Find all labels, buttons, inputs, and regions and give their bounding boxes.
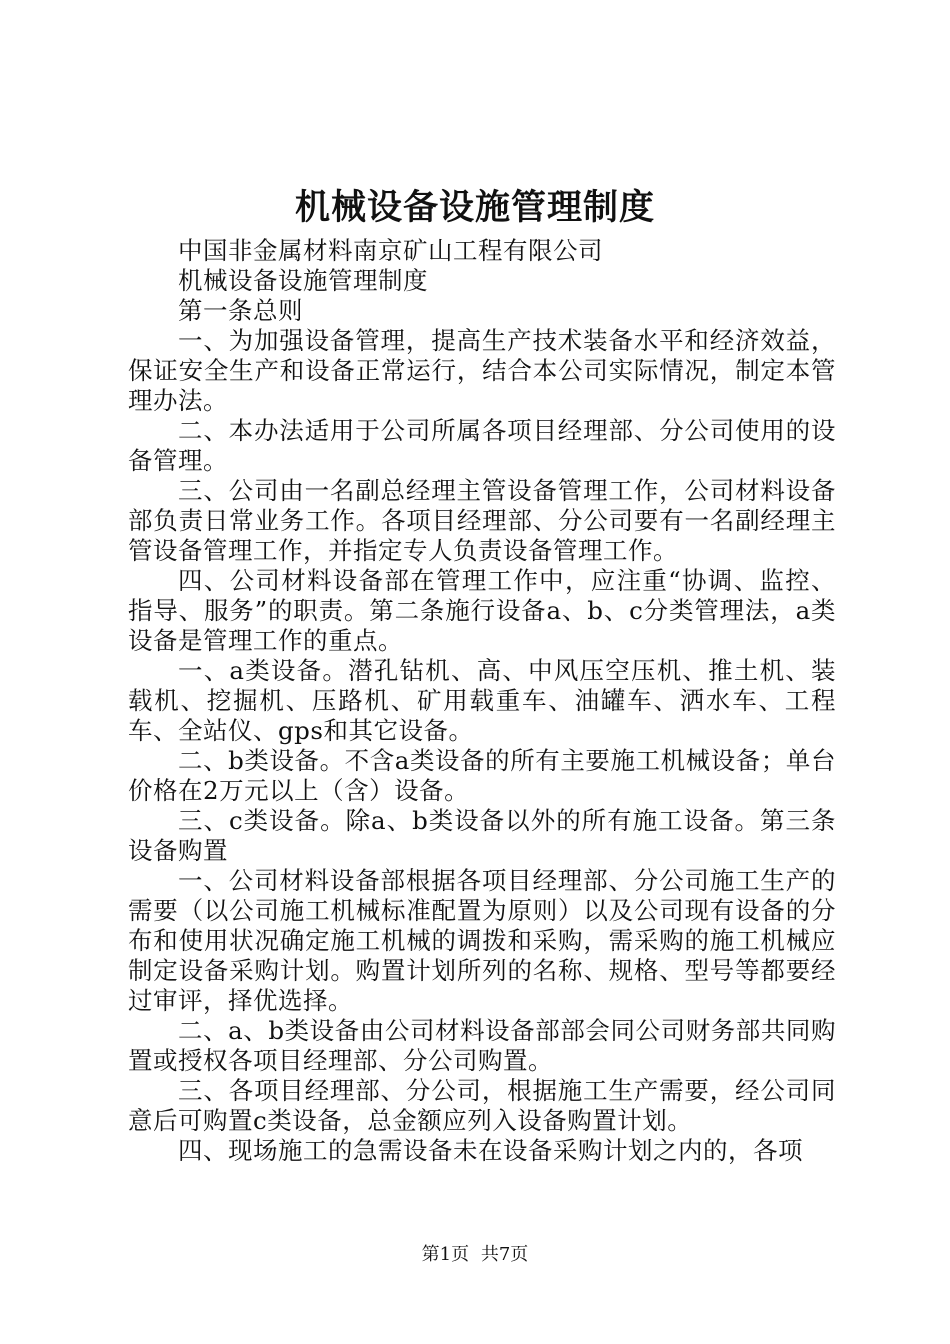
paragraph: 一、为加强设备管理，提高生产技术装备水平和经济效益，保证安全生产和设备正常运行，结合本公司实际情况，制定本管理办法。: [128, 326, 836, 415]
page-footer: [0, 1243, 950, 1267]
document-title: 机械设备设施管理制度: [294, 187, 655, 228]
page-number: 第1页: [421, 1244, 470, 1265]
paragraph: 四、公司材料设备部在管理工作中，应注重“协调、监控、指导、服务”的职责。第二条施行设备a、b、c分类管理法，a类设备是管理工作的重点。: [128, 566, 836, 655]
paragraph-article-1-heading: 第一条总则: [178, 296, 303, 325]
paragraph: 一、公司材料设备部根据各项目经理部、分公司施工生产的需要（以公司施工机械标准配置为原则）以及公司现有设备的分布和使用状况确定施工机械的调拨和采购，需采购的施工机械应制定设备采购计划。购置计划所列的名称、规格、型号等都要经过审评，择优选择。: [128, 866, 836, 1015]
paragraph: 二、本办法适用于公司所属各项目经理部、分公司使用的设备管理。: [128, 416, 836, 475]
paragraph-subtitle: 机械设备设施管理制度: [178, 266, 428, 295]
paragraph: 一、a类设备。潜孔钻机、高、中风压空压机、推土机、装载机、挖掘机、压路机、矿用载重车、油罐车、洒水车、工程车、全站仪、gps和其它设备。: [128, 656, 836, 745]
paragraph: 三、公司由一名副总经理主管设备管理工作，公司材料设备部负责日常业务工作。各项目经理部、分公司要有一名副经理主管设备管理工作，并指定专人负责设备管理工作。: [128, 476, 836, 565]
paragraph: 三、各项目经理部、分公司，根据施工生产需要，经公司同意后可购置c类设备，总金额应列入设备购置计划。: [128, 1076, 836, 1135]
paragraph: 二、a、b类设备由公司材料设备部部会同公司财务部共同购置或授权各项目经理部、分公司购置。: [128, 1016, 836, 1075]
document-body: [128, 236, 836, 1166]
page-total: 共7页: [480, 1244, 529, 1265]
paragraph-company: 中国非金属材料南京矿山工程有限公司: [178, 236, 603, 265]
paragraph: 四、现场施工的急需设备未在设备采购计划之内的，各项: [178, 1136, 803, 1165]
paragraph: 二、b类设备。不含a类设备的所有主要施工机械设备；单台价格在2万元以上（含）设备。: [128, 746, 836, 805]
paragraph: 三、c类设备。除a、b类设备以外的所有施工设备。第三条设备购置: [128, 806, 836, 865]
